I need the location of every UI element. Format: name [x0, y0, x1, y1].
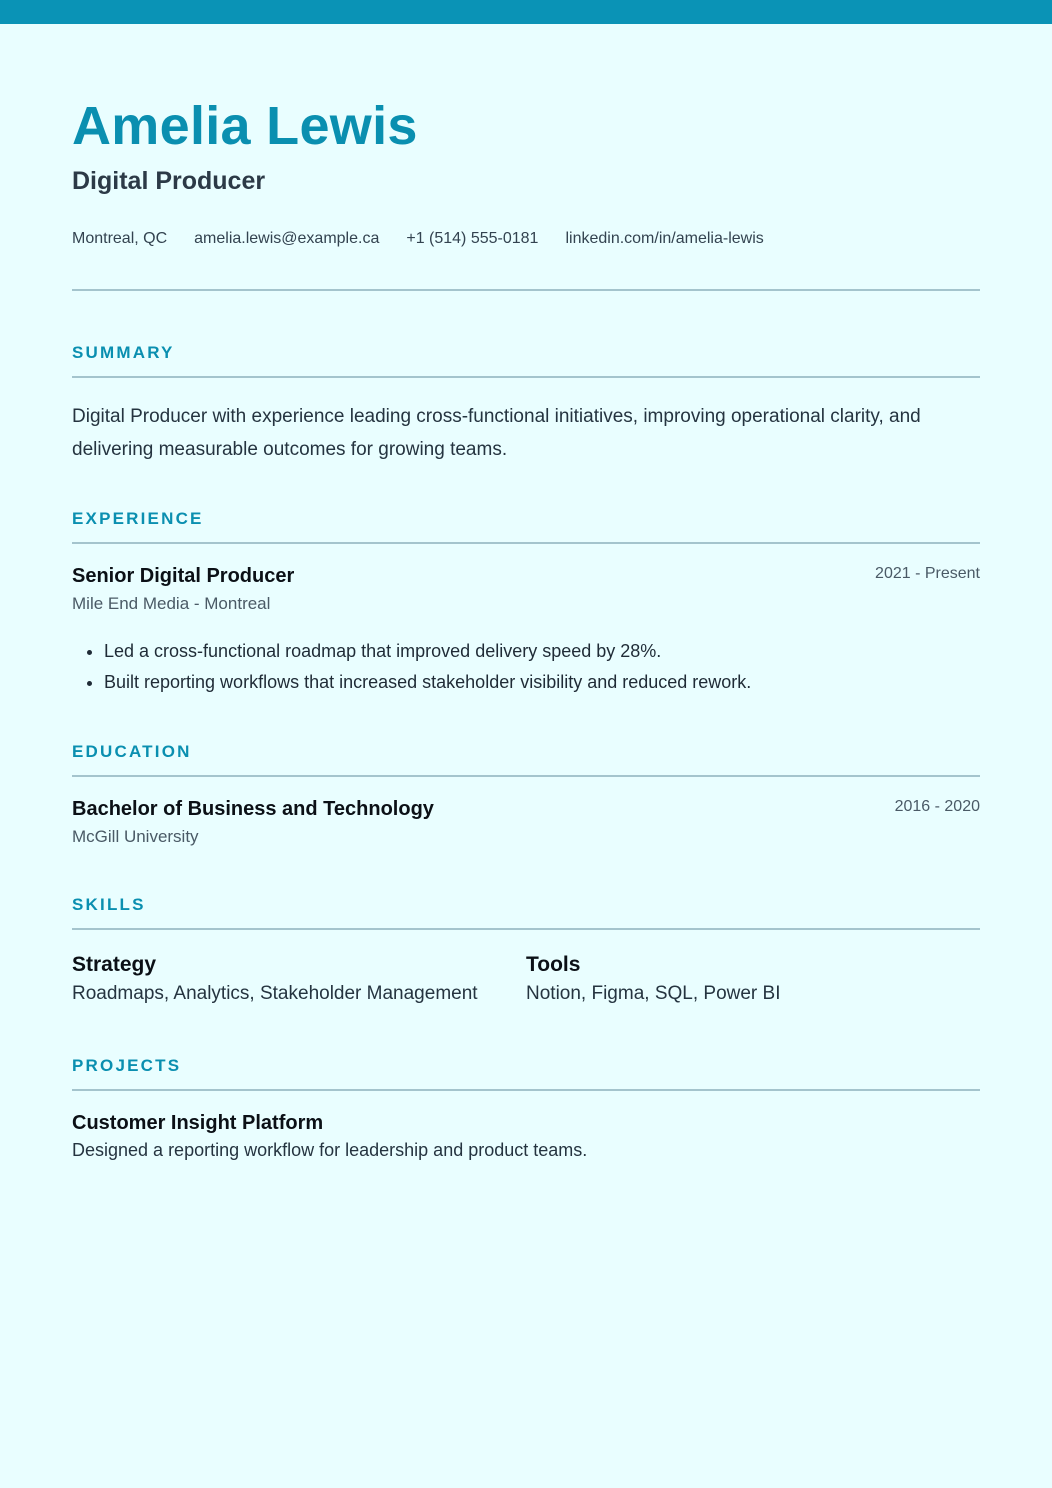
skill-group: [72, 952, 526, 1007]
contact-line: [72, 229, 764, 249]
education-dates: 2016 - 2020: [894, 798, 980, 815]
section-divider: [72, 1089, 980, 1091]
education-section: [72, 742, 980, 847]
section-heading: EDUCATION: [72, 742, 192, 761]
skill-group-items: Roadmaps, Analytics, Stakeholder Management: [72, 983, 478, 1004]
job-company: Mile End Media - Montreal: [72, 594, 271, 613]
projects-section: [72, 1056, 980, 1161]
skill-group-name: Tools: [526, 953, 581, 976]
section-heading: EXPERIENCE: [72, 509, 204, 528]
bullet-item: • Built reporting workflows that increased stakeholder visibility and reduced rework.: [104, 667, 980, 698]
project-name: Customer Insight Platform: [72, 1112, 324, 1134]
contact-phone[interactable]: +1 (514) 555-0181: [406, 230, 539, 247]
skills-section: [72, 895, 980, 1007]
job-title: Senior Digital Producer: [72, 565, 295, 587]
section-heading: SKILLS: [72, 895, 146, 914]
section-divider: [72, 542, 980, 544]
experience-entry: [72, 564, 980, 698]
contact-linkedin[interactable]: linkedin.com/in/amelia-lewis: [565, 230, 764, 247]
candidate-name: Amelia Lewis: [72, 96, 418, 156]
skill-group-name: Strategy: [72, 953, 157, 976]
degree-title: Bachelor of Business and Technology: [72, 798, 434, 820]
skill-group: [526, 952, 980, 1007]
job-bullets: [72, 636, 980, 698]
job-dates: 2021 - Present: [875, 565, 980, 582]
section-divider: [72, 376, 980, 378]
project-description: Designed a reporting workflow for leadership and product teams.: [72, 1140, 588, 1160]
summary-section: [72, 343, 980, 466]
contact-email[interactable]: amelia.lewis@example.ca: [194, 230, 380, 247]
section-divider: [72, 928, 980, 930]
summary-text: Digital Producer with experience leading cross-functional initiatives, improving operational clarity, and delivering measurable outcomes for growing teams.: [72, 406, 921, 460]
experience-section: [72, 509, 980, 698]
section-heading: PROJECTS: [72, 1056, 182, 1075]
education-entry: [72, 797, 980, 847]
bullet-item: • Led a cross-functional roadmap that improved delivery speed by 28%.: [104, 636, 980, 667]
candidate-title: Digital Producer: [72, 167, 266, 195]
section-heading: SUMMARY: [72, 343, 175, 362]
section-divider: [72, 775, 980, 777]
skill-group-items: Notion, Figma, SQL, Power BI: [526, 983, 781, 1004]
top-accent-bar: [0, 0, 1052, 24]
header-divider: [72, 289, 980, 291]
skills-grid: [72, 952, 980, 1007]
contact-location: Montreal, QC: [72, 230, 168, 247]
school-name: McGill University: [72, 827, 199, 846]
